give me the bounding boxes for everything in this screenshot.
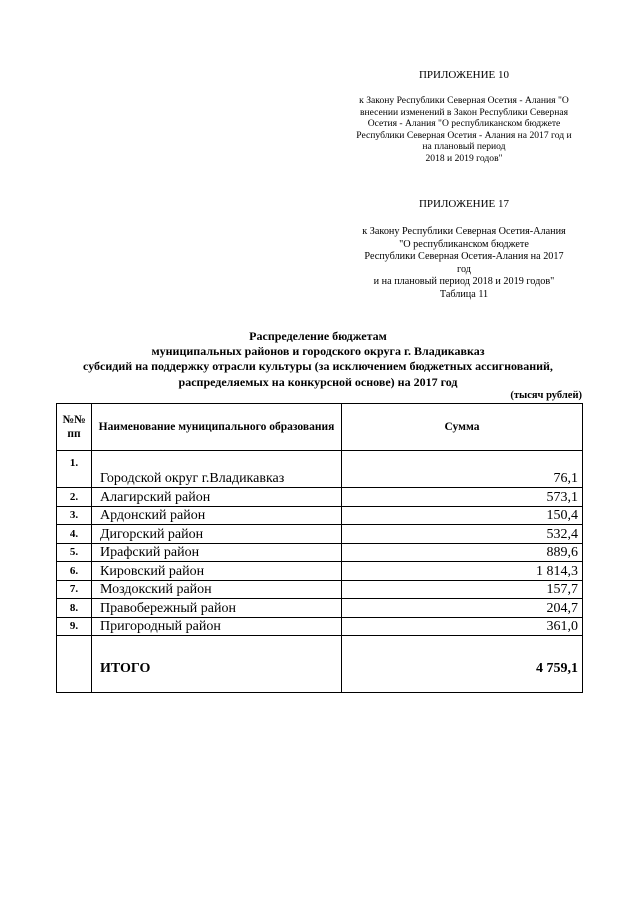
reference-line: внесении изменений в Закон Республики Северная xyxy=(359,106,569,118)
appendix-17-block xyxy=(345,197,583,302)
table-row xyxy=(57,599,583,618)
subsidy-table xyxy=(56,403,583,693)
row-number: 7. xyxy=(57,580,92,599)
table-label: Таблица 11 xyxy=(439,288,489,300)
row-number: 1. xyxy=(57,451,92,488)
header-name: Наименование муниципального образования xyxy=(92,404,342,451)
row-number: 4. xyxy=(57,525,92,544)
title-line: распределяемых на конкурсной основе) на 2017 год xyxy=(178,374,458,389)
reference-line: Республики Северная Осетия-Алания на 2017 xyxy=(364,251,564,263)
appendix-10-reference xyxy=(345,95,583,165)
table-row xyxy=(57,580,583,599)
reference-line: "О республиканском бюджете xyxy=(399,238,529,250)
row-name: Пригородный район xyxy=(92,617,342,636)
reference-line: к Закону Республики Северная Осетия - Алания "О xyxy=(359,95,569,106)
total-label: ИТОГО xyxy=(92,636,342,693)
table-row xyxy=(57,488,583,507)
row-sum: 889,6 xyxy=(342,543,583,562)
header-number: №№ пп xyxy=(57,404,92,451)
table-row xyxy=(57,506,583,525)
row-number: 6. xyxy=(57,562,92,581)
row-name: Моздокский район xyxy=(92,580,342,599)
table-row xyxy=(57,562,583,581)
row-name: Кировский район xyxy=(92,562,342,581)
total-sum: 4 759,1 xyxy=(342,636,583,693)
table-row xyxy=(57,525,583,544)
title-line: муниципальных районов и городского округа г. Владикавказ xyxy=(151,344,485,359)
units-note: (тысяч рублей) xyxy=(510,390,582,401)
title-line: Распределение бюджетам xyxy=(249,329,387,343)
reference-line: Республики Северная Осетия - Алания на 2017 год и xyxy=(356,129,572,141)
row-sum: 157,7 xyxy=(342,580,583,599)
table-row xyxy=(57,543,583,562)
row-sum: 361,0 xyxy=(342,617,583,636)
header-sum: Сумма xyxy=(342,404,583,451)
appendix-10-heading: ПРИЛОЖЕНИЕ 10 xyxy=(418,69,510,81)
reference-line: Осетия - Алания "О республиканском бюджете xyxy=(367,118,561,130)
reference-line: к Закону Республики Северная Осетия-Алания xyxy=(362,226,566,237)
reference-line: год xyxy=(457,263,471,275)
reference-line: и на плановый период 2018 и 2019 годов" xyxy=(373,276,555,288)
row-number: 2. xyxy=(57,488,92,507)
row-name: Правобережный район xyxy=(92,599,342,618)
row-name: Ардонский район xyxy=(92,506,342,525)
appendix-17-reference xyxy=(345,226,583,289)
row-number: 9. xyxy=(57,617,92,636)
reference-line: 2018 и 2019 годов" xyxy=(425,152,503,164)
row-sum: 76,1 xyxy=(342,451,583,488)
table-row xyxy=(57,617,583,636)
total-row xyxy=(57,636,583,693)
total-number-cell xyxy=(57,636,92,693)
table-row xyxy=(57,451,583,488)
row-sum: 532,4 xyxy=(342,525,583,544)
row-sum: 573,1 xyxy=(342,488,583,507)
appendix-17-heading: ПРИЛОЖЕНИЕ 17 xyxy=(418,198,510,210)
row-number: 8. xyxy=(57,599,92,618)
document-title xyxy=(56,329,580,390)
row-name: Дигорский район xyxy=(92,525,342,544)
row-number: 3. xyxy=(57,506,92,525)
title-line: субсидий на поддержку отрасли культуры (за исключением бюджетных ассигнований, xyxy=(83,359,553,374)
appendix-10-block xyxy=(345,68,583,165)
row-sum: 150,4 xyxy=(342,506,583,525)
reference-line: на плановый период xyxy=(422,141,506,153)
row-sum: 1 814,3 xyxy=(342,562,583,581)
table-header-row xyxy=(57,404,583,451)
row-sum: 204,7 xyxy=(342,599,583,618)
row-name: Алагирский район xyxy=(92,488,342,507)
row-number: 5. xyxy=(57,543,92,562)
row-name: Ирафский район xyxy=(92,543,342,562)
row-name: Городской округ г.Владикавказ xyxy=(92,451,342,488)
